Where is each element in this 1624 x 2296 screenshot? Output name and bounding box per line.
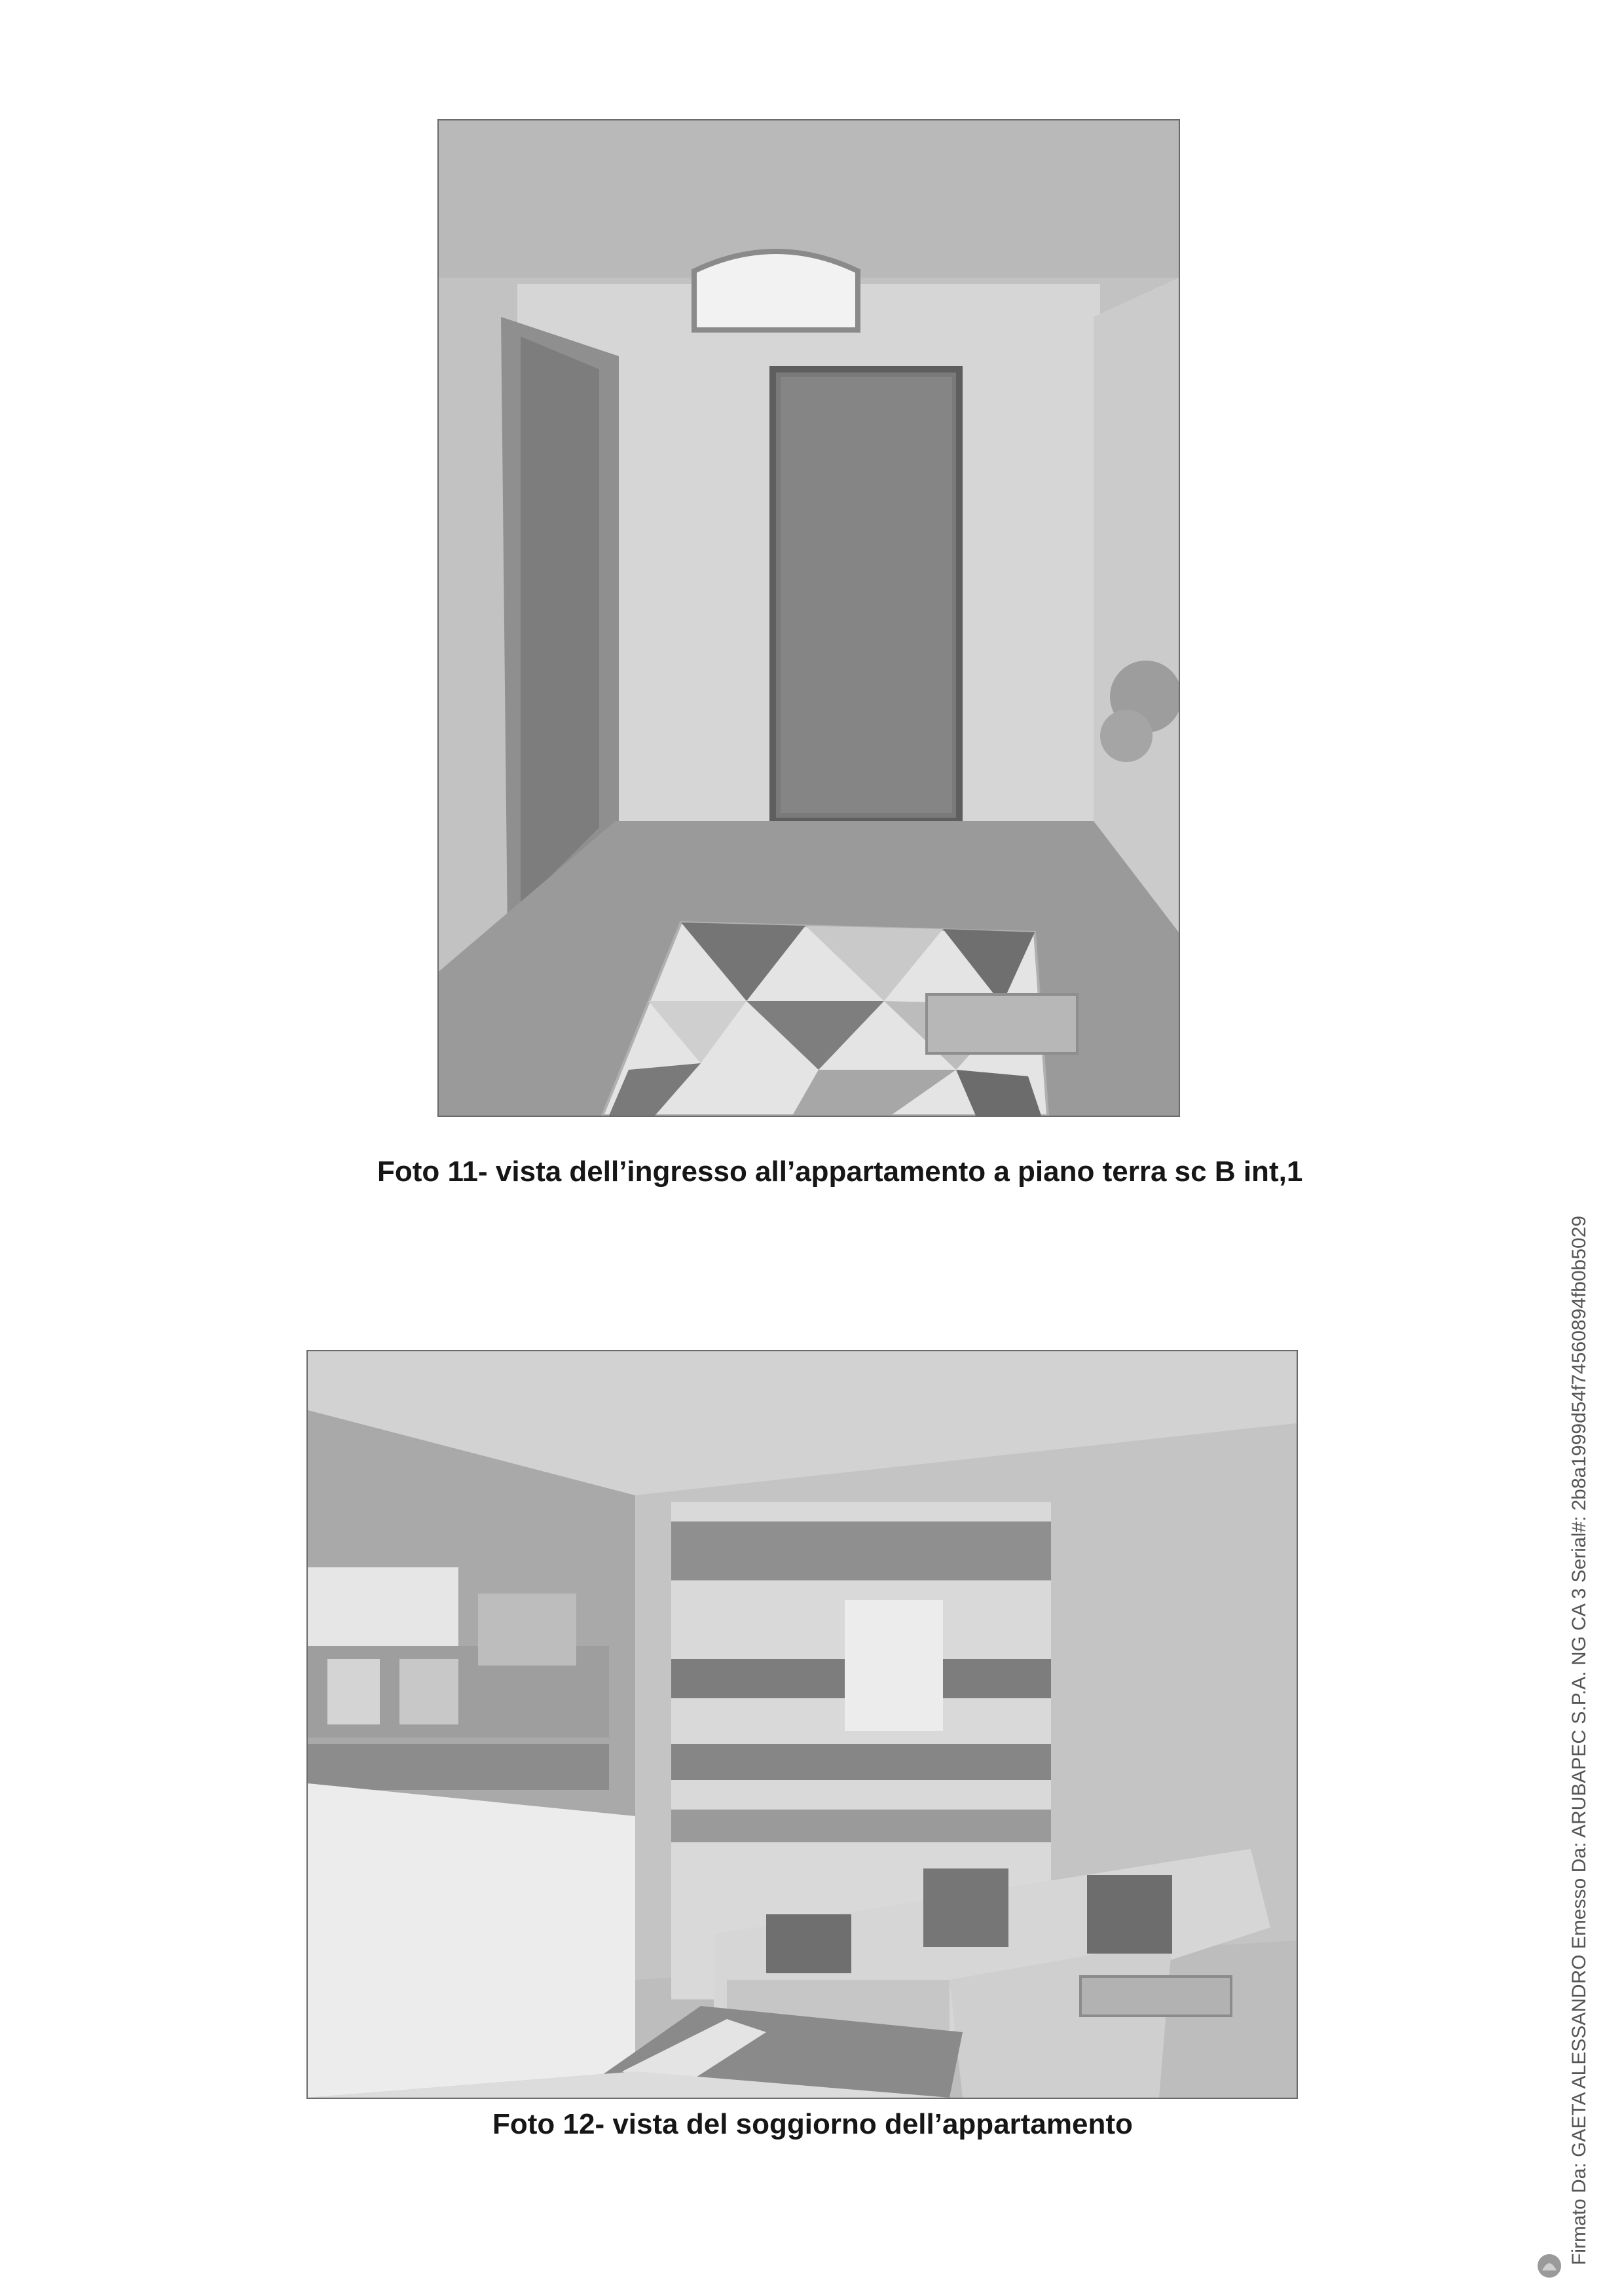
photo-entrance	[437, 119, 1180, 1117]
stamp-icon	[1536, 2252, 1563, 2280]
digital-signature-note: Firmato Da: GAETA ALESSANDRO Emesso Da: ARUBAPEC S.P.A. NG CA 3 Serial#: 2b8a1999d54f74560894fb0b5029	[1568, 1215, 1590, 2265]
photo-living-room	[306, 1350, 1298, 2099]
photo-11-caption: Foto 11- vista dell’ingresso all’appartamento a piano terra sc B int,1	[377, 1156, 1303, 1188]
photo-12-caption: Foto 12- vista del soggiorno dell’appartamento	[492, 2108, 1133, 2140]
